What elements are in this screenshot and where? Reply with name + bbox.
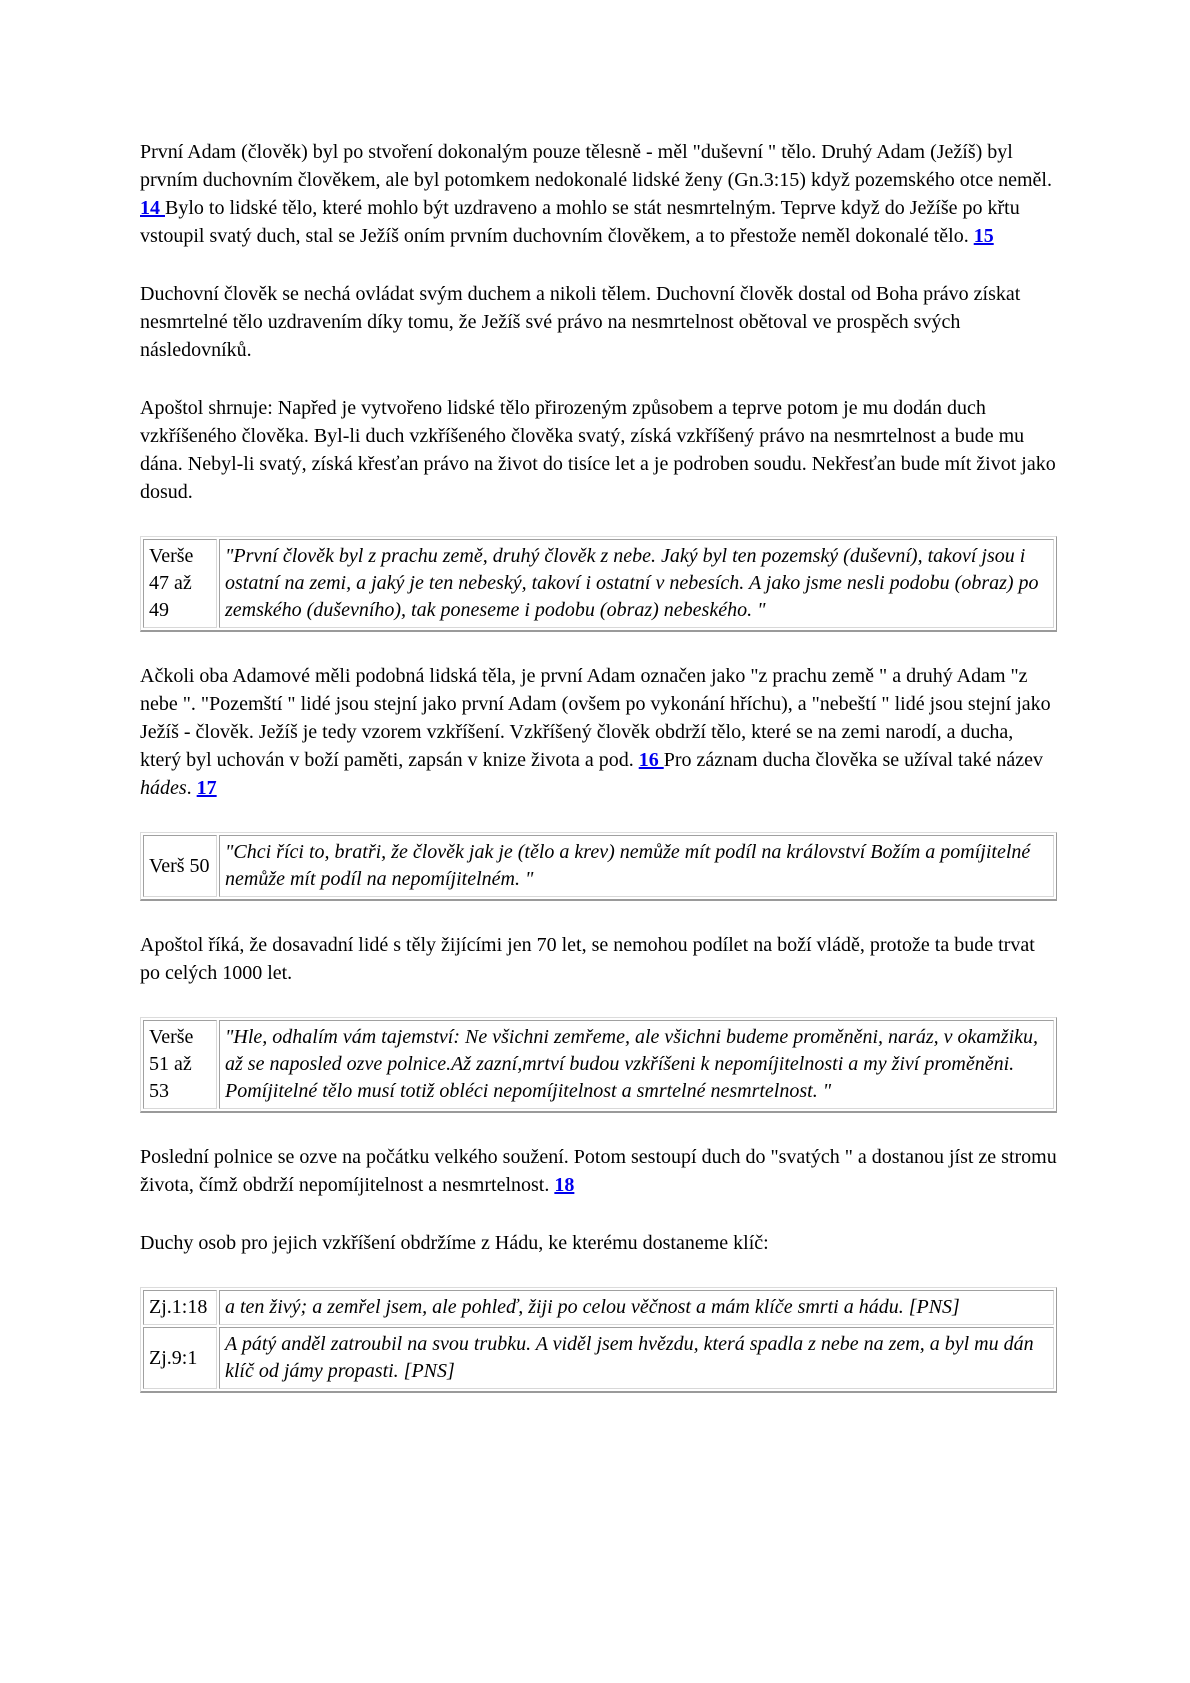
verse-row [143,835,1054,897]
verse-row [143,1020,1054,1109]
verse-quote: "Chci říci to, bratři, že člověk jak je (tělo a krev) nemůže mít podíl na království Božím a pomíjitelné nemůže mít podíl na nepomíjitelném. " [219,835,1054,897]
reference-link-18[interactable]: 18 [554,1174,575,1196]
text-run: Duchy osob pro jejich vzkříšení obdržíme z Hádu, ke kterému dostaneme klíč: [140,1232,769,1254]
text-run: První Adam (člověk) byl po stvoření dokonalým pouze tělesně - měl "duševní " tělo. Druhý Adam (Ježíš) byl prvním duchovním člověkem, ale byl potomkem nedokonalé lidské ženy (Gn.3:15) když pozemského otce neměl. [140,141,1052,191]
paragraph [140,138,1057,250]
verse-table [140,1017,1057,1113]
verse-quote: "Hle, odhalím vám tajemství: Ne všichni zemřeme, ale všichni budeme proměněni, naráz, v okamžiku, až se naposled ozve polnice.Až zazní,mrtví budou vzkříšeni k nepomíjitelnosti a my živí proměněni. Pomíjitelné tělo musí totiž obléci nepomíjitelnost a smrtelné nesmrtelnost. " [219,1020,1054,1109]
reference-link-17[interactable]: 17 [196,777,217,799]
paragraph [140,1229,1057,1257]
verse-quote: a ten živý; a zemřel jsem, ale pohleď, žiji po celou věčnost a mám klíče smrti a hádu. [PNS] [219,1290,1054,1325]
italic-term: hádes [140,777,187,799]
text-run: Duchovní člověk se nechá ovládat svým duchem a nikoli tělem. Duchovní člověk dostal od Boha právo získat nesmrtelné tělo uzdravením díky tomu, že Ježíš své právo na nesmrtelnost obětoval ve prospěch svých následovníků. [140,283,1021,361]
document-content [140,138,1057,1393]
text-run: Bylo to lidské tělo, které mohlo být uzdraveno a mohlo se stát nesmrtelným. Teprve když do Ježíše po křtu vstoupil svatý duch, stal se Ježíš oním prvním duchovním člověkem, a to přestože neměl dokonalé tělo. [140,197,1020,247]
verse-table [140,536,1057,632]
text-run: Apoštol shrnuje: Napřed je vytvořeno lidské tělo přirozeným způsobem a teprve potom je mu dodán duch vzkříšeného člověka. Byl-li duch vzkříšeného člověka svatý, získá vzkříšený právo na nesmrtelnost a bude mu dána. Nebyl-li svatý, získá křesťan právo na život do tisíce let a je podroben soudu. Nekřesťan bude mít život jako dosud. [140,397,1056,503]
verse-reference: Zj.9:1 [143,1327,217,1389]
text-run: Ačkoli oba Adamové měli podobná lidská těla, je první Adam označen jako "z prachu země " a druhý Adam "z nebe ". "Pozemští " lidé jsou stejní jako první Adam (ovšem po vykonání hříchu), a "nebeští " lidé jsou stejní jako Ježíš - člověk. Ježíš je tedy vzorem vzkříšení. Vzkříšený člověk obdrží tělo, které se na zemi narodí, a ducha, který byl uchován v boží paměti, zapsán v knize života a pod. [140,665,1051,771]
verse-table [140,1287,1057,1393]
paragraph [140,1143,1057,1199]
verse-table [140,832,1057,901]
verse-row [143,1327,1054,1389]
reference-link-15[interactable]: 15 [973,225,994,247]
paragraph [140,931,1057,987]
verse-reference: Verš 50 [143,835,217,897]
verse-reference: Verše 47 až 49 [143,539,217,628]
verse-quote: "První člověk byl z prachu země, druhý člověk z nebe. Jaký byl ten pozemský (duševní), takoví jsou i ostatní na zemi, a jaký je ten nebeský, takoví i ostatní v nebesích. A jako jsme nesli podobu (obraz) po zemského (duševního), tak poneseme i podobu (obraz) nebeského. " [219,539,1054,628]
verse-row [143,539,1054,628]
verse-quote: A pátý anděl zatroubil na svou trubku. A viděl jsem hvězdu, která spadla z nebe na zem, a byl mu dán klíč od jámy propasti. [PNS] [219,1327,1054,1389]
reference-link-14[interactable]: 14 [140,197,165,219]
paragraph [140,662,1057,802]
text-run: Pro záznam ducha člověka se užíval také název [663,749,1043,771]
text-run: Poslední polnice se ozve na počátku velkého soužení. Potom sestoupí duch do "svatých " a dostanou jíst ze stromu života, čímž obdrží nepomíjitelnost a nesmrtelnost. [140,1146,1057,1196]
text-run: . [186,777,197,799]
verse-reference: Verše 51 až 53 [143,1020,217,1109]
verse-row [143,1290,1054,1325]
text-run: Apoštol říká, že dosavadní lidé s těly žijícími jen 70 let, se nemohou podílet na boží vládě, protože ta bude trvat po celých 1000 let. [140,934,1035,984]
paragraph [140,394,1057,506]
paragraph [140,280,1057,364]
verse-reference: Zj.1:18 [143,1290,217,1325]
reference-link-16[interactable]: 16 [638,749,664,771]
